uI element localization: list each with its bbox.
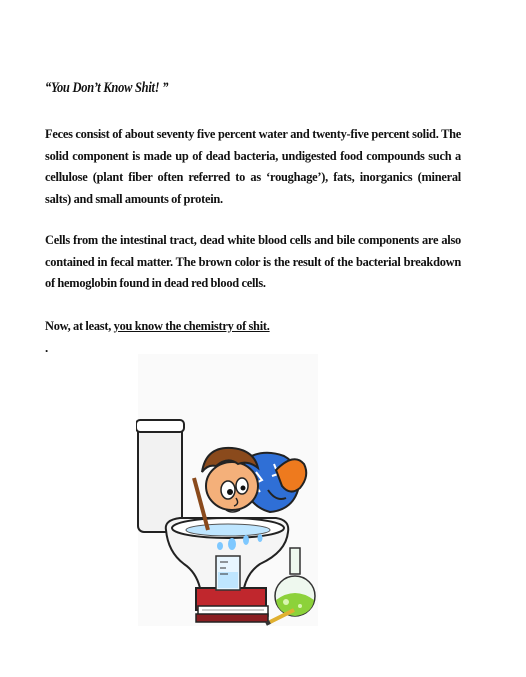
- closing-line: [45, 316, 461, 338]
- document-title: “You Don’t Know Shit! ”: [45, 80, 169, 96]
- cartoon-toilet-chemistry-illustration: [136, 352, 320, 628]
- beaker-icon: [216, 556, 240, 590]
- closing-underlined-text: you know the chemistry of shit.: [113, 319, 270, 333]
- book-stack-icon: [196, 588, 268, 622]
- stray-period-mark: .: [45, 340, 49, 355]
- paragraph-cells-and-color: Cells from the intestinal tract, dead white blood cells and bile components are also contained in fecal matter. The brown color is the result of the bacterial breakdown of hemoglobin found in dead red blood cells.: [45, 233, 461, 290]
- paragraph-feces-composition: Feces consist of about seventy five percent water and twenty-five percent solid. The solid component is made up of dead bacteria, undigested food compounds such a cellulose (plant fiber often referred to as ‘roughage’), fats, inorganics (mineral salts) and small amounts of protein.: [45, 127, 461, 206]
- closing-prefix: Now, at least,: [45, 319, 114, 333]
- toilet-tank-icon: [136, 420, 184, 532]
